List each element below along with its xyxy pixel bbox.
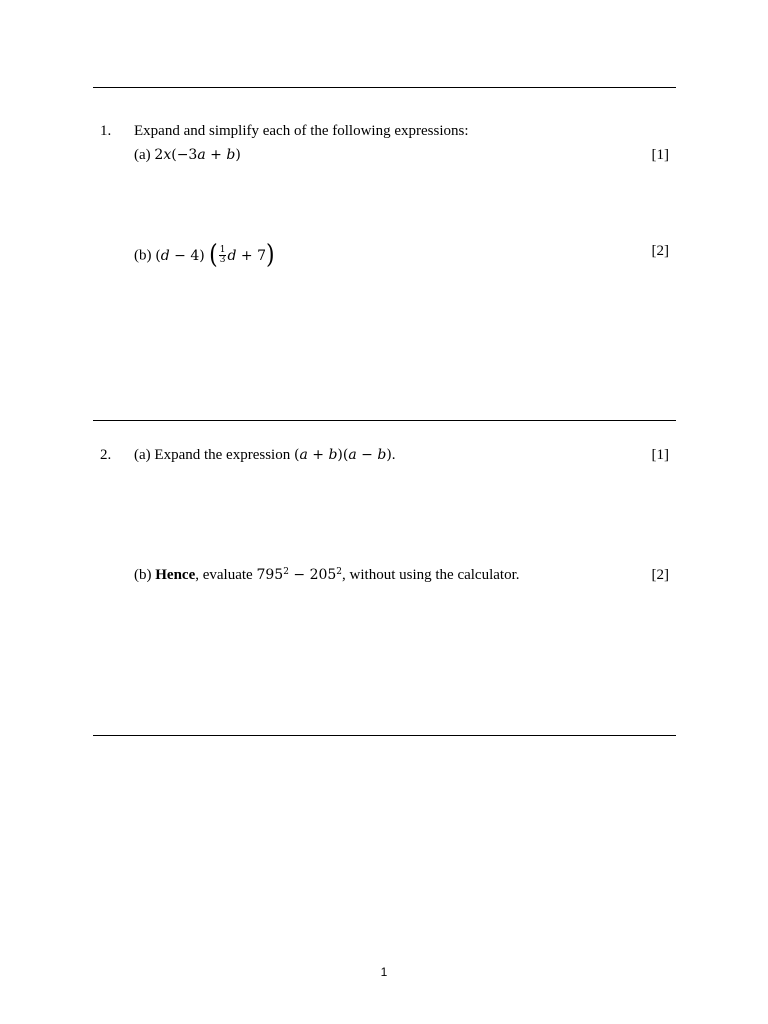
- question-2b-expression: $795^2 - 205^2$: [256, 567, 343, 583]
- top-divider: [93, 87, 676, 88]
- question-1a-label: (a): [134, 147, 151, 163]
- fraction-one-third: $\frac{1}{3}$: [219, 245, 226, 265]
- bottom-divider: [93, 735, 676, 736]
- question-2b-marks: [2]: [651, 567, 669, 583]
- page-number: 1: [380, 965, 388, 979]
- question-2a-text: Expand the expression: [154, 447, 291, 463]
- question-2a-marks: [1]: [651, 447, 669, 463]
- question-2b: [134, 566, 520, 584]
- question-1a-marks: [1]: [651, 147, 669, 163]
- question-2a-label: (a): [134, 447, 151, 463]
- question-2a-expression: (a + b)(a − b): [293, 447, 392, 463]
- question-1b-marks: [2]: [651, 243, 669, 259]
- question-1-prompt: Expand and simplify each of the following expressions:: [134, 123, 469, 139]
- question-2b-text-1: , evaluate: [195, 567, 253, 583]
- question-1b-label: (b): [134, 247, 152, 264]
- question-1a-expression: 2x(−3a + b): [154, 147, 241, 163]
- question-1b-expression: (d − 4) ( $\frac{1}{3}$ d + 7): [155, 239, 275, 270]
- question-1b: [134, 239, 275, 270]
- question-1a: [134, 146, 241, 164]
- question-2b-text-2: , without using the calculator.: [342, 567, 520, 583]
- question-2b-label: (b): [134, 567, 152, 583]
- question-2-number: 2.: [100, 447, 112, 463]
- question-1-number: 1.: [100, 123, 112, 139]
- middle-divider: [93, 420, 676, 421]
- question-2a: (a) Expand the expression (a + b)(a − b).: [134, 447, 396, 463]
- question-2b-hence: Hence: [155, 567, 196, 583]
